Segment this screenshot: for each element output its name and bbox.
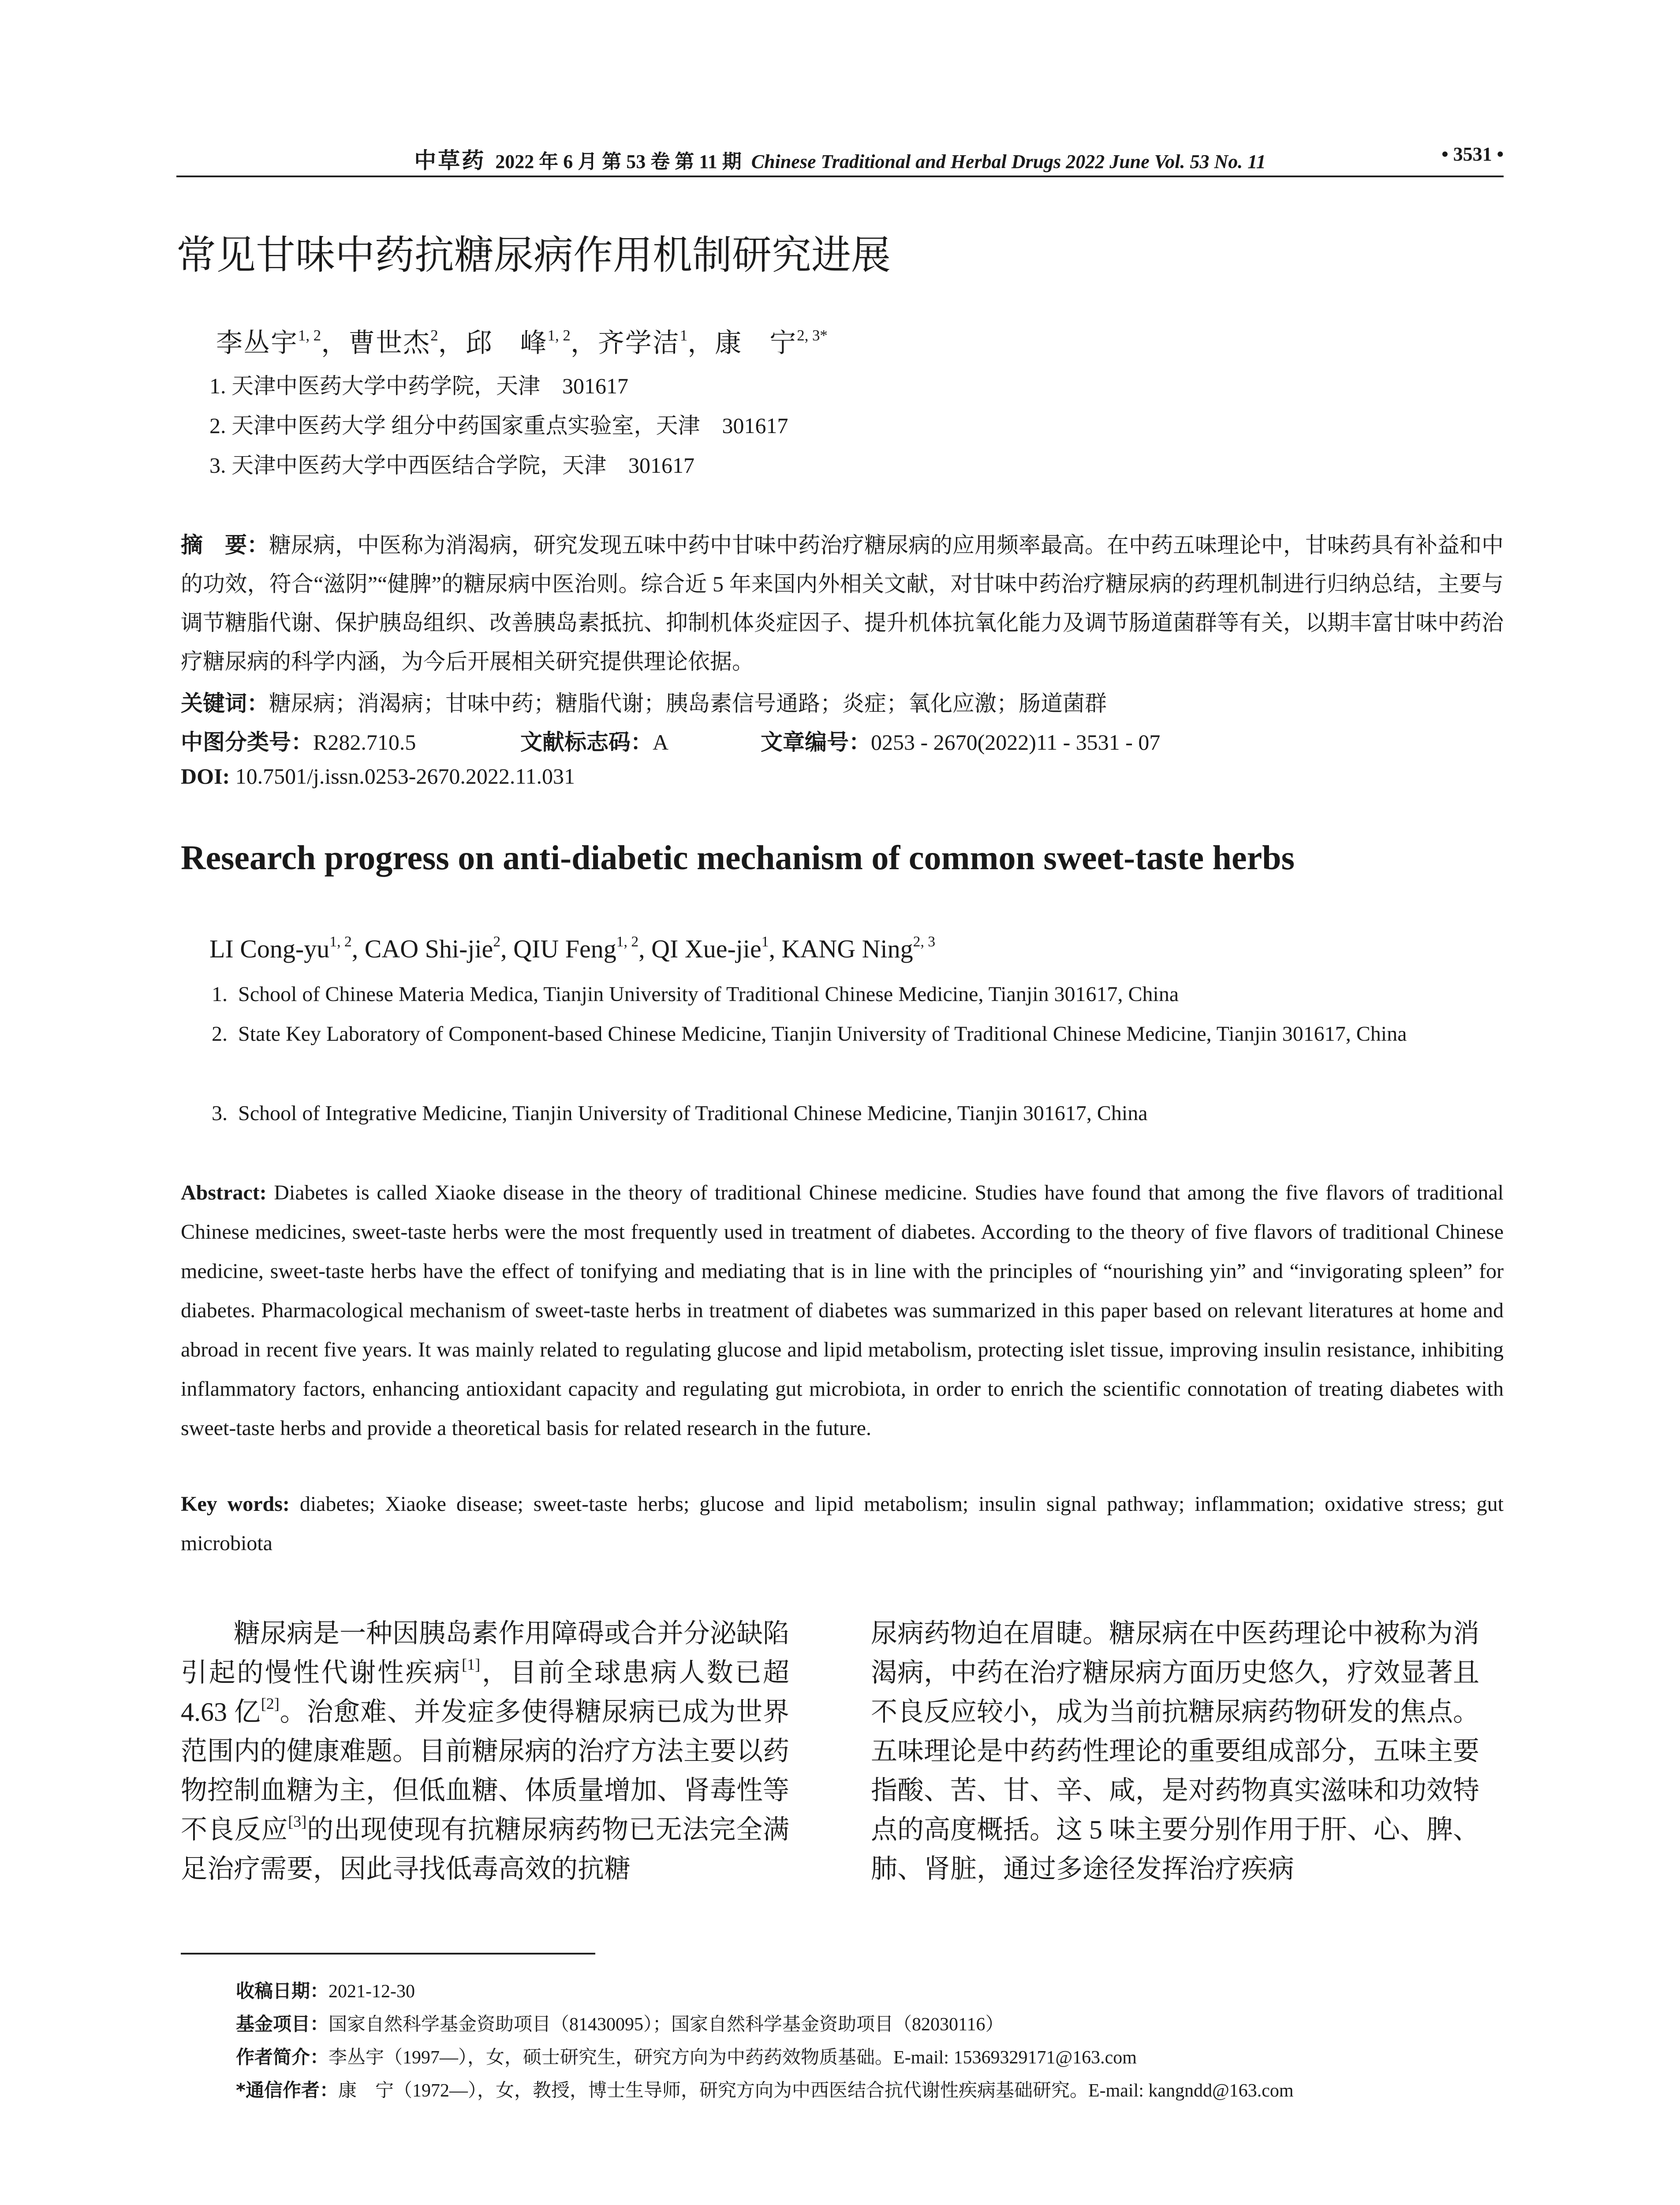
cn-abstract-text: 糖尿病，中医称为消渴病，研究发现五味中药中甘味中药治疗糖尿病的应用频率最高。在中药五味理论中，甘味药具有补益和中的功效，符合“滋阴”“健脾”的糖尿病中医治则。综合近 5 年来国内外相关文献，对甘味中药治疗糖尿病的药理机制进行归纳总结，主要与调节糖脂代谢、保护胰岛组织、改善胰岛素抵抗、抑制机体炎症因子、提升机体抗氧化能力及调节肠道菌群等有关，以期丰富甘味中药治疗糖尿病的科学内涵，为今后开展相关研究提供理论依据。 [181,533,1504,674]
cn-title: 常见甘味中药抗糖尿病作用机制研究进展 [176,232,891,278]
cn-classification-line [181,725,1161,756]
footnote-received: 收稿日期：2021-12-30 [236,1980,415,2002]
cn-issue: 2022 年 6 月 第 53 卷 第 11 期 [495,151,742,172]
citation[interactable]: [2] [261,1695,280,1712]
article-number: 文章编号：0253 - 2670(2022)11 - 3531 - 07 [761,729,1161,755]
cn-author: 李丛宇$^{1, 2}$ [216,326,321,358]
en-issue: Chinese Traditional and Herbal Drugs 2022 June Vol. 53 No. 11 [751,151,1266,172]
cn-affiliation: 3. 天津中医药大学中西医结合学院，天津 301617 [209,453,694,478]
cn-keywords: 关键词：糖尿病；消渴病；甘味中药；糖脂代谢；胰岛素信号通路；炎症；氧化应激；肠道菌群 [181,691,1107,716]
en-abstract-text: Diabetes is called Xiaoke disease in the theory of traditional Chinese medicine. Studies have found that among the five flavors of traditional Chinese medicines, sweet-taste herbs were the most frequently used in treatment of diabetes. According to the theory of five flavors of traditional Chinese medicine, sweet-taste herbs have the effect of tonifying and mediating that is in line with the principles of “nourishing yin” and “invigorating spleen” for diabetes. Pharmacological mechanism of sweet-taste herbs in treatment of diabetes was summarized in this paper based on relevant literatures at home and abroad in recent five years. It was mainly related to regulating glucose and lipid metabolism, protecting islet tissue, improving insulin resistance, inhibiting inflammatory factors, enhancing antioxidant capacity and regulating gut microbiota, in order to enrich the scientific connotation of treating diabetes with sweet-taste herbs and provide a theoretical basis for related research in the future. [181,1181,1504,1440]
en-affiliation: 3. School of Integrative Medicine, Tianjin University of Traditional Chinese Medicine, Tianjin 301617, China [212,1102,1148,1125]
en-abstract [181,1173,1504,1448]
clc: 中图分类号：R282.710.5 [181,729,416,755]
cn-authors: 李丛宇$^{1, 2}$，曹世杰$^2$，邱 峰$^{1, 2}$，齐学洁$^1$，康 宁$^{2, 3*}$ [216,326,828,358]
en-author: QI Xue-jie$^1$ [651,933,769,963]
cn-abstract-label: 摘 要： [181,532,269,558]
en-author: QIU Feng$^{1, 2}$ [513,933,639,963]
footnote-author-bio: 作者简介：李丛宇（1997—），女，硕士研究生，研究方向为中药药效物质基础。E-mail: 15369329171@163.com [236,2046,1137,2068]
en-author: CAO Shi-jie$^2$ [364,933,501,963]
footnote-corresponding: *通信作者：康 宁（1972—），女，教授，博士生导师，研究方向为中西医结合抗代谢性疾病基础研究。E-mail: kangndd@163.com [236,2079,1294,2101]
en-affiliation: 1. School of Chinese Materia Medica, Tianjin University of Traditional Chinese Medicine, Tianjin 301617, China [212,983,1179,1006]
body-paragraph: 糖尿病是一种因胰岛素作用障碍或合并分泌缺陷引起的慢性代谢性疾病[1]，目前全球患病人数已超 4.63 亿[2]。治愈难、并发症多使得糖尿病已成为世界范围内的健康难题。目前糖尿病的治疗方法主要以药物控制血糖为主，但低血糖、体质量增加、肾毒性等不良反应[3]的出现使现有抗糖尿病药物已无法完全满足治疗需要，因此寻找低毒高效的抗糖 [181,1619,790,1884]
cn-author: 曹世杰$^2$ [348,326,438,358]
cn-author: 康 宁$^{2, 3*}$ [715,326,828,358]
body-paragraph: 尿病药物迫在眉睫。糖尿病在中医药理论中被称为消渴病，中药在治疗糖尿病方面历史悠久，疗效显著且不良反应较小，成为当前抗糖尿病药物研发的焦点。五味理论是中药药性理论的重要组成部分，五味主要指酸、苦、甘、辛、咸，是对药物真实滋味和功效特点的高度概括。这 5 味主要分别作用于肝、心、脾、肺、肾脏，通过多途径发挥治疗疾病 [871,1619,1479,1884]
doi-link[interactable]: 10.7501/j.issn.0253-2670.2022.11.031 [235,764,575,789]
cn-affiliation: 1. 天津中医药大学中药学院，天津 301617 [209,374,628,398]
journal-issue-line [176,143,1504,175]
body-column-right [871,1614,1479,1889]
cn-abstract [181,526,1504,681]
doc-code: 文献标志码：A [520,729,669,755]
cn-author: 邱 峰$^{1, 2}$ [465,326,571,358]
header-rule [176,176,1504,177]
footnote-rule [181,1953,595,1955]
cn-affiliation: 2. 天津中医药大学 组分中药国家重点实验室，天津 301617 [209,413,788,438]
en-title: Research progress on anti-diabetic mechanism of common sweet-taste herbs [181,838,1295,877]
en-author: KANG Ning$^{2, 3}$ [781,933,936,963]
en-author: LI Cong-yu$^{1, 2}$ [209,933,352,963]
running-header [176,140,1504,176]
journal-brand: 中草药 [414,147,486,173]
en-abstract-label: Abstract: [181,1181,267,1204]
en-authors: LI Cong-yu$^{1, 2}$, CAO Shi-jie$^2$, QIU Feng$^{1, 2}$, QI Xue-jie$^1$, KANG Ning$^{2, 3}$ [209,933,936,963]
page-number: • 3531 • [1441,143,1504,165]
en-keywords: Key words: diabetes; Xiaoke disease; sweet-taste herbs; glucose and lipid metabolism; insulin signal pathway; inflammation; oxidative stress; gut microbiota [181,1492,1504,1555]
citation[interactable]: [3] [288,1813,307,1830]
body-column-left [181,1614,789,1889]
cn-author: 齐学洁$^1$ [597,326,688,358]
citation[interactable]: [1] [462,1656,481,1673]
doi-line: DOI: 10.7501/j.issn.0253-2670.2022.11.031 [181,764,575,789]
en-affiliation: 2. State Key Laboratory of Component-based Chinese Medicine, Tianjin University of Traditional Chinese Medicine, Tianjin 301617, China [212,1022,1407,1046]
footnote-funding: 基金项目：国家自然科学基金资助项目（81430095）；国家自然科学基金资助项目（82030116） [236,2013,1004,2035]
